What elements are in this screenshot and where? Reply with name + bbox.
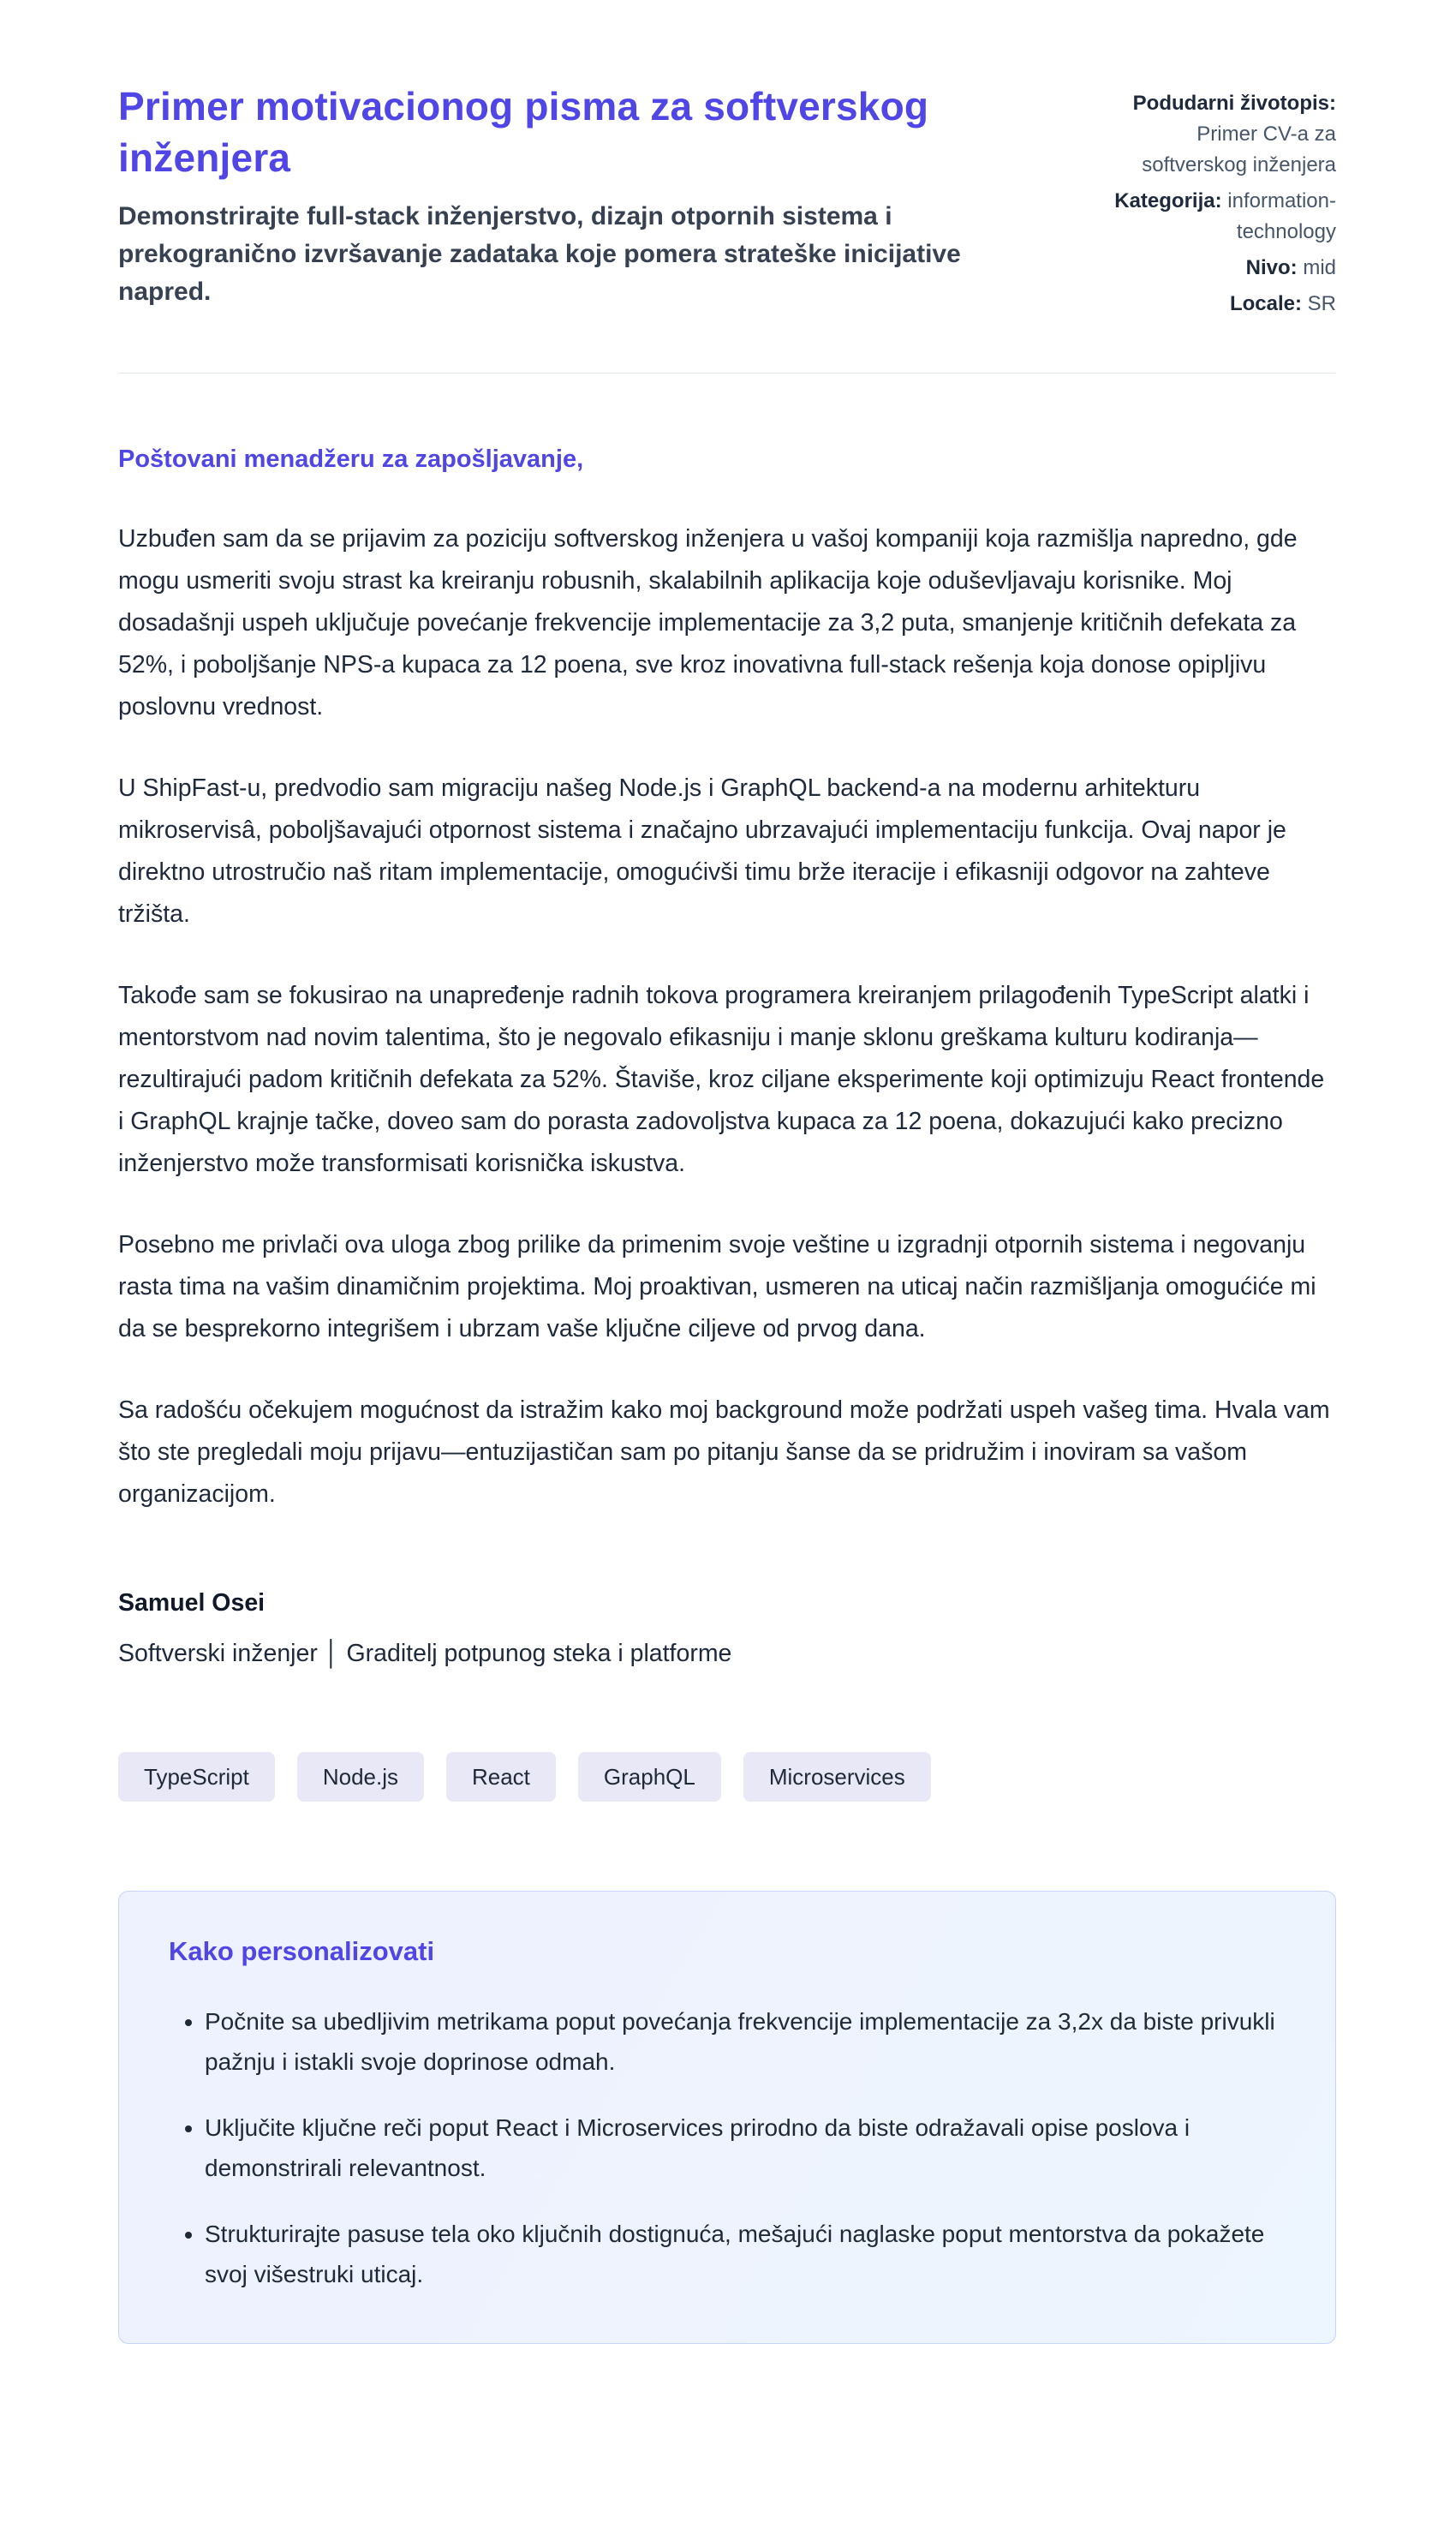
- meta-item-level: [1103, 253, 1336, 284]
- tag-chip-typescript: TypeScript: [118, 1752, 275, 1802]
- page-header: [118, 81, 1336, 325]
- tips-box: [118, 1891, 1336, 2343]
- letter-paragraph: Posebno me privlači ova uloga zbog prilike da primenim svoje veštine u izgradnji otpornih sistema i negovanju rasta tima na vašim dinamičnim projektima. Moj proaktivan, usmeren na uticaj način razmišljanja omogućiće mi da se besprekorno integrišem i ubrzam vaše ključne ciljeve od prvog dana.: [118, 1231, 1316, 1343]
- tag-chip-graphql: GraphQL: [578, 1752, 721, 1802]
- meta-label: Podudarni životopis:: [1132, 92, 1336, 115]
- letter-paragraph: Uzbuđen sam da se prijavim za poziciju softverskog inženjera u vašoj kompaniji koja razmišlja napredno, gde mogu usmeriti svoju strast ka kreiranju robusnih, skalabilnih aplikacija koje oduševljavaju korisnike. Moj dosadašnji uspeh uključuje povećanje frekvencije implementacije za 3,2 puta, smanjenje kritičnih defekata za 52%, i poboljšanje NPS-a kupaca za 12 poena, sve kroz inovativna full-stack rešenja koja donose opipljivu poslovnu vrednost.: [118, 525, 1298, 721]
- signature-block: [118, 1589, 1336, 1668]
- tag-chip-microservices: Microservices: [743, 1752, 931, 1802]
- signature-role: Softverski inženjer │ Graditelj potpunog steka i platforme: [118, 1640, 732, 1668]
- meta-block: [1103, 81, 1336, 325]
- meta-label: Nivo:: [1245, 256, 1298, 279]
- tips-title: Kako personalizovati: [169, 1936, 435, 1967]
- meta-item-category: [1103, 186, 1336, 248]
- letter-paragraph: Takođe sam se fokusirao na unapređenje radnih tokova programera kreiranjem prilagođenih TypeScript alatki i mentorstvom nad novim talentima, što je negovalo efikasniju i manje sklonu greškama kulturu kodiranja—rezultirajući padom kritičnih defekata za 52%. Štaviše, kroz ciljane eksperimente koji optimizuju React frontende i GraphQL krajnje tačke, doveo sam do porasta zadovoljstva kupaca za 12 poena, dokazujući kako precizno inženjerstvo može transformisati korisnička iskustva.: [118, 982, 1325, 1178]
- tips-list: [169, 2001, 1286, 2294]
- meta-value: information-technology: [1227, 189, 1336, 243]
- letter-paragraph: Sa radošću očekujem mogućnost da istražim kako moj background može podržati uspeh vašeg tima. Hvala vam što ste pregledali moju prijavu—entuzijastičan sam po pitanju šanse da se pridružim i inoviram sa vašom organizacijom.: [118, 1396, 1330, 1509]
- tip-item: • Uključite ključne reči poput React i Microservices prirodno da biste odražavali opise poslova i demonstrirali relevantnost.: [205, 2108, 1286, 2188]
- meta-item-locale: [1103, 289, 1336, 320]
- signature-name: Samuel Osei: [118, 1589, 266, 1617]
- tag-chip-nodejs: Node.js: [297, 1752, 424, 1802]
- meta-item-matching-resume: [1103, 88, 1336, 181]
- meta-value: Primer CV-a za softverskog inženjera: [1142, 123, 1336, 176]
- letter-body: [118, 445, 1336, 1668]
- page-subtitle: Demonstrirajte full-stack inženjerstvo, dizajn otpornih sistema i prekogranično izvršavanje zadataka koje pomera strateške inicijative napred.: [118, 201, 961, 307]
- header-divider: [118, 373, 1336, 374]
- skill-tags: [118, 1752, 1336, 1802]
- tip-item: • Strukturirajte pasuse tela oko ključnih dostignuća, mešajući naglaske poput mentorstva da pokažete svoj višestruki uticaj.: [205, 2214, 1286, 2294]
- page-title: Primer motivacionog pisma za softverskog inženjera: [118, 84, 929, 180]
- meta-value: SR: [1307, 292, 1336, 315]
- letter-greeting: Poštovani menadžeru za zapošljavanje,: [118, 445, 584, 473]
- header-title-block: [118, 81, 975, 312]
- tag-chip-react: React: [446, 1752, 556, 1802]
- meta-label: Kategorija:: [1114, 189, 1222, 212]
- meta-value: mid: [1303, 256, 1336, 279]
- letter-paragraph: U ShipFast-u, predvodio sam migraciju našeg Node.js i GraphQL backend-a na modernu arhitekturu mikroservisâ, poboljšavajući otpornost sistema i značajno ubrzavajući implementaciju funkcija. Ovaj napor je direktno utrostručio naš ritam implementacije, omogućivši timu brže iteracije i efikasniji odgovor na zahteve tržišta.: [118, 774, 1286, 929]
- meta-label: Locale:: [1229, 292, 1302, 315]
- tip-item: • Počnite sa ubedljivim metrikama poput povećanja frekvencije implementacije za 3,2x da biste privukli pažnju i istakli svoje doprinose odmah.: [205, 2001, 1286, 2082]
